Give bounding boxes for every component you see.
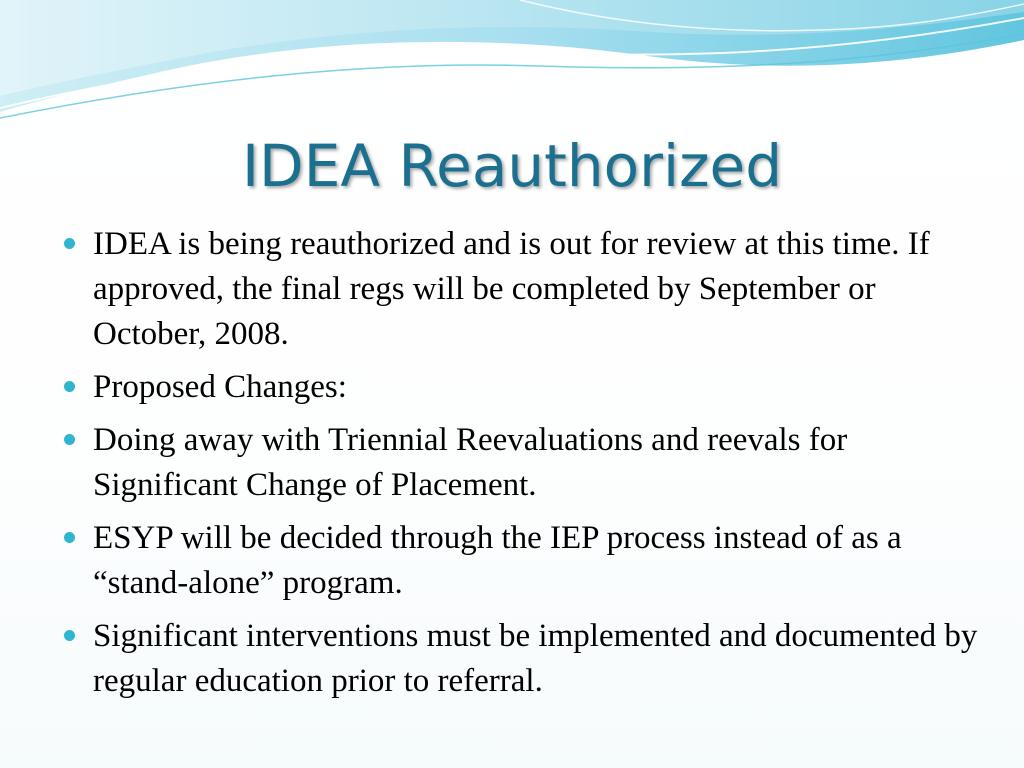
bullet-item <box>62 222 982 357</box>
bullet-icon <box>64 434 75 445</box>
bullet-item <box>62 614 982 704</box>
bullet-icon <box>64 381 75 392</box>
bullet-text: IDEA is being reauthorized and is out for review at this time. If approved, the final regs will be completed by September or October, 2008. <box>93 226 930 352</box>
slide-title: IDEA Reauthorized <box>241 132 783 200</box>
bullet-text: Doing away with Triennial Reevaluations and reevals for Significant Change of Placement. <box>93 422 848 503</box>
bullet-icon <box>64 532 75 543</box>
bullet-text: Proposed Changes: <box>93 369 347 405</box>
bullet-item <box>62 418 982 508</box>
bullet-text: Significant interventions must be implemented and documented by regular education prior to referral. <box>93 618 978 699</box>
bullet-text: ESYP will be decided through the IEP process instead of as a “stand-alone” program. <box>93 520 902 601</box>
bullet-item <box>62 516 982 606</box>
bullet-icon <box>64 630 75 641</box>
bullet-list <box>62 222 982 712</box>
bullet-item <box>62 365 982 410</box>
decorative-wave-header <box>0 0 1024 130</box>
bullet-icon <box>64 238 75 249</box>
